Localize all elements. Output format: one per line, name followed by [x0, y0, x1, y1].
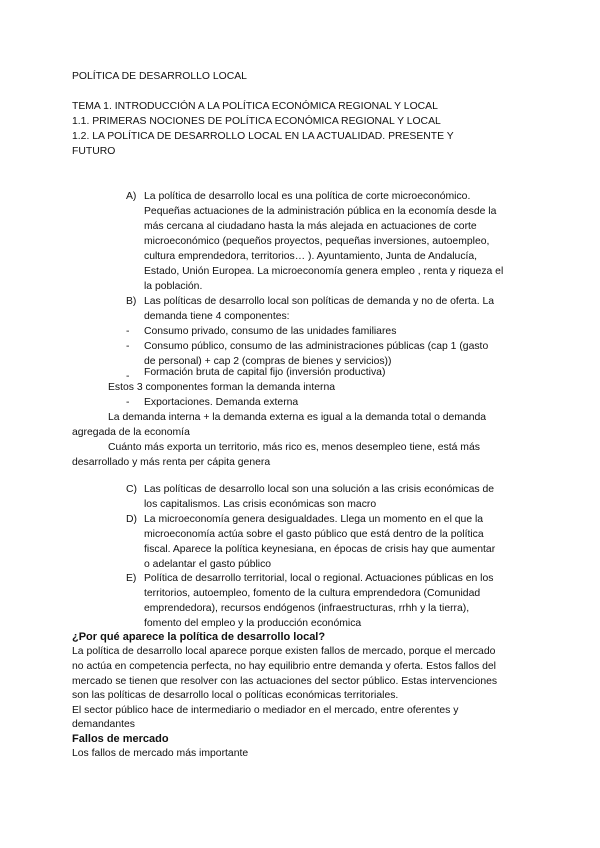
list-item-e-line: Política de desarrollo territorial, local o regional. Actuaciones públicas en los — [144, 573, 494, 584]
paragraph: La demanda interna + la demanda externa es igual a la demanda total o demanda — [108, 412, 487, 423]
component-item: Exportaciones. Demanda externa — [144, 397, 299, 408]
list-label-d: D) — [126, 514, 137, 525]
list-item-a-line: Pequeñas actuaciones de la administración pública en la economía desde la — [144, 206, 497, 217]
dash-bullet: - — [126, 326, 130, 337]
paragraph: agregada de la economía — [72, 427, 190, 438]
list-item-d-line: microeconomía actúa sobre el gasto público que está dentro de la política — [144, 529, 484, 540]
section-heading: Fallos de mercado — [72, 733, 169, 745]
list-item-b-line: demanda tiene 4 componentes: — [144, 311, 290, 322]
list-item-a-line: La política de desarrollo local es una política de corte microeconómico. — [144, 191, 471, 202]
list-item-a-line: la población. — [144, 281, 203, 292]
component-item: Formación bruta de capital fijo (inversión productiva) — [144, 367, 386, 378]
dash-bullet: - — [126, 341, 130, 352]
component-item: de personal) + cap 2 (compras de bienes y servicios)) — [144, 356, 392, 367]
list-label-c: C) — [126, 484, 137, 495]
section-heading: ¿Por qué aparece la política de desarrollo local? — [72, 631, 326, 643]
list-label-a: A) — [126, 191, 137, 202]
list-item-d-line: o adelantar el gasto público — [144, 559, 272, 570]
paragraph: Cuánto más exporta un territorio, más rico es, menos desempleo tiene, está más — [108, 442, 480, 453]
paragraph: El sector público hace de intermediario o mediador en el mercado, entre oferentes y — [72, 705, 459, 716]
list-item-d-line: fiscal. Aparece la política keynesiana, en épocas de crisis hay que aumentar — [144, 544, 496, 555]
list-item-e-line: fomento del empleo y la producción económica — [144, 618, 362, 629]
paragraph: son las políticas de desarrollo local o políticas económicas territoriales. — [72, 690, 399, 701]
list-item-d-line: La microeconomía genera desigualdades. Llega un momento en el que la — [144, 514, 484, 525]
list-item-c-line: Las políticas de desarrollo local son una solución a las crisis económicas de — [144, 484, 495, 495]
paragraph: mercado se tienen que resolver con las actuaciones del sector público. Estas intervenciones — [72, 676, 498, 687]
paragraph: desarrollado y más renta per cápita genera — [72, 457, 271, 468]
paragraph: La política de desarrollo local aparece porque existen fallos de mercado, porque el mercado — [72, 646, 496, 657]
tema-subheading-2: 1.2. LA POLÍTICA DE DESARROLLO LOCAL EN LA ACTUALIDAD. PRESENTE Y — [72, 131, 454, 142]
component-item: Consumo público, consumo de las administraciones públicas (cap 1 (gasto — [144, 341, 489, 352]
list-item-a-line: Estado, Unión Europea. La microeconomía genera empleo , renta y riqueza el — [144, 266, 504, 277]
tema-subheading-1: 1.1. PRIMERAS NOCIONES DE POLÍTICA ECONÓMICA REGIONAL Y LOCAL — [72, 116, 441, 127]
list-item-e-line: territorios, autoempleo, fomento de la cultura emprendedora (Comunidad — [144, 588, 481, 599]
list-item-e-line: emprendedora), recursos endógenos (infraestructuras, rrhh y la tierra), — [144, 603, 470, 614]
component-item: Consumo privado, consumo de las unidades familiares — [144, 326, 397, 337]
tema-heading: TEMA 1. INTRODUCCIÓN A LA POLÍTICA ECONÓMICA REGIONAL Y LOCAL — [72, 101, 438, 112]
dash-bullet: - — [126, 397, 130, 408]
list-label-e: E) — [126, 573, 137, 584]
list-item-c-line: los capitalismos. Las crisis económicas son macro — [144, 499, 377, 510]
paragraph: no actúa en competencia perfecta, no hay equilibrio entre demanda y oferta. Estos fallos del — [72, 661, 496, 672]
document-title: POLÍTICA DE DESARROLLO LOCAL — [72, 71, 247, 82]
list-item-a-line: más cercana al ciudadano hasta la más alejada en actuaciones de corte — [144, 221, 477, 232]
tema-subheading-2-cont: FUTURO — [72, 146, 116, 157]
paragraph: demandantes — [72, 719, 135, 730]
list-item-a-line: cultura emprendedora, territorios… ). Ayuntamiento, Junta de Andalucía, — [144, 251, 478, 262]
paragraph: Estos 3 componentes forman la demanda interna — [108, 382, 335, 393]
paragraph: Los fallos de mercado más importante — [72, 748, 249, 759]
list-label-b: B) — [126, 296, 137, 307]
dash-bullet: - — [126, 371, 130, 382]
list-item-a-line: microeconómico (pequeños proyectos, pequeñas inversiones, autoempleo, — [144, 236, 490, 247]
list-item-b-line: Las políticas de desarrollo local son políticas de demanda y no de oferta. La — [144, 296, 495, 307]
